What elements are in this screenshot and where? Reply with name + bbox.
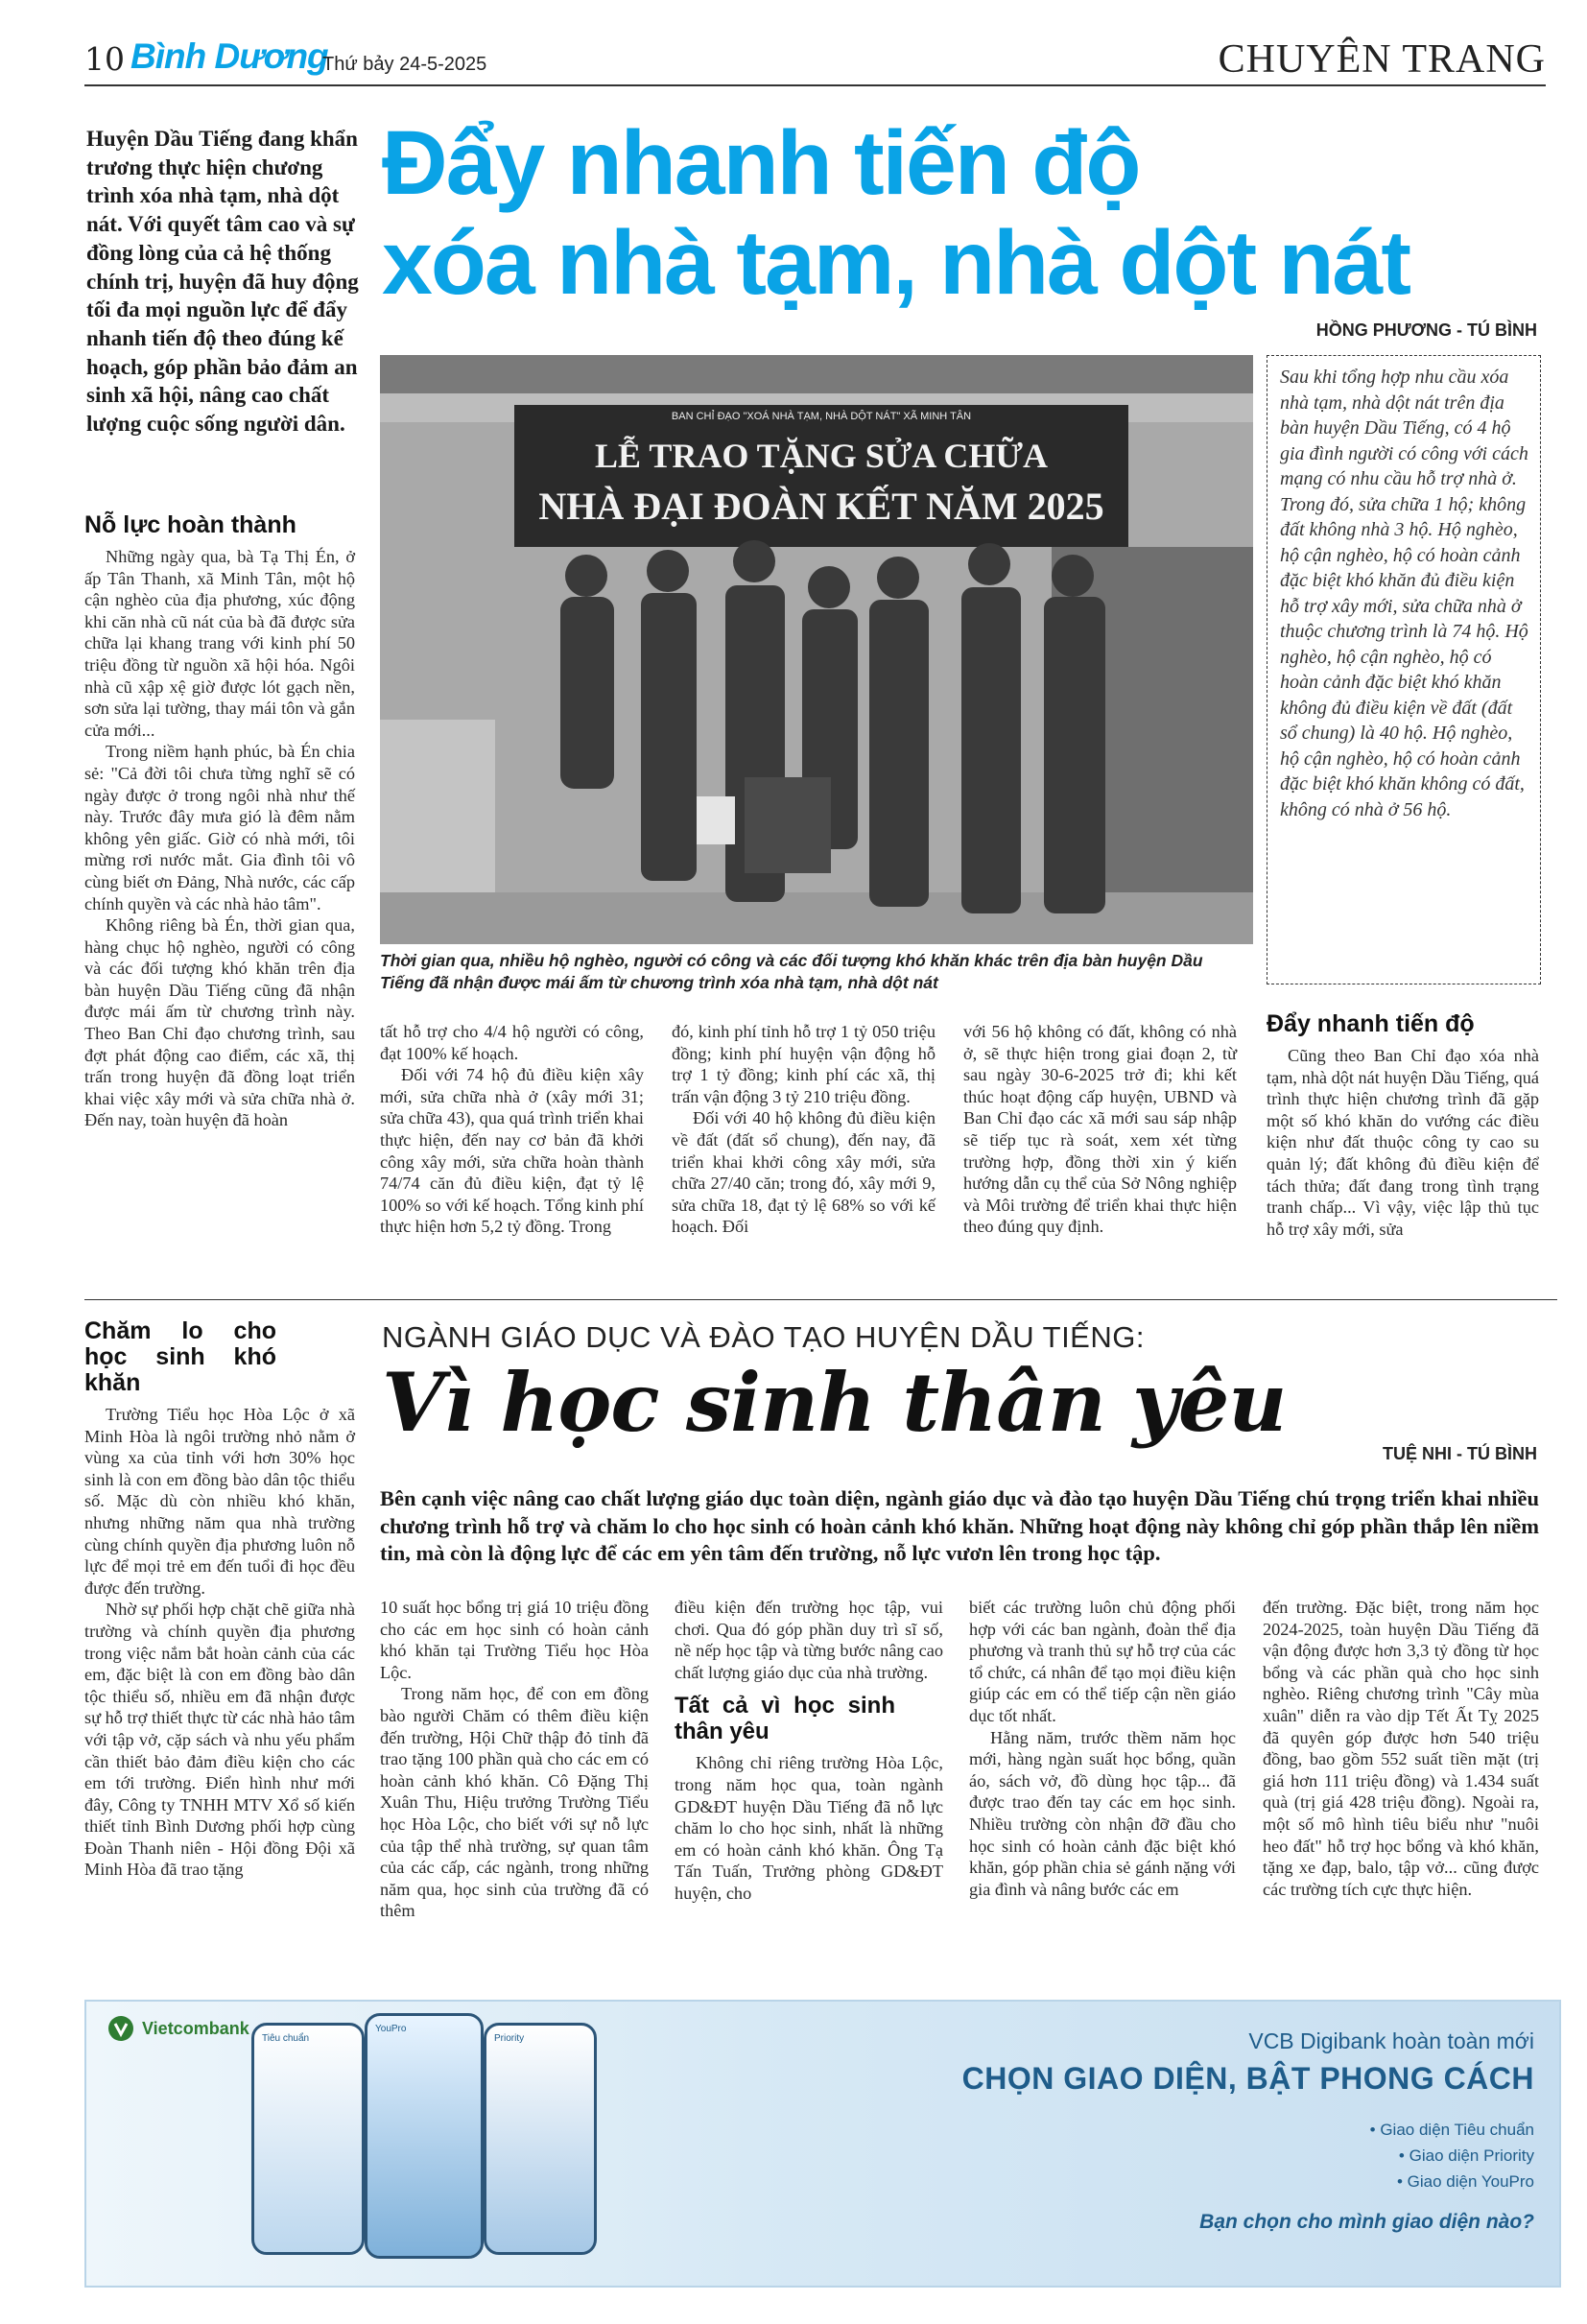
article2-side-col (84, 1313, 355, 1881)
vietcombank-logo (107, 2015, 249, 2042)
phone-mockup-3 (484, 2023, 597, 2255)
article1-lead: Huyện Dầu Tiếng đang khẩn trương thực hiện chương trình xóa nhà tạm, nhà dột nát. Với quyết tâm cao và sự đồng lòng của cả hệ thống chính trị, huyện đã huy động tối đa mọi nguồn lực để đẩy nhanh tiến độ theo đúng kế hoạch, góp phần bảo đảm an sinh xã hội, nâng cao chất lượng cuộc sống người dân. (86, 127, 359, 437)
vietcombank-logo-icon (107, 2015, 134, 2042)
article1-col1 (84, 507, 355, 1131)
paragraph: Không chỉ riêng trường Hòa Lộc, trong năm học qua, toàn ngành GD&ĐT huyện Dầu Tiếng đã nỗ lực chăm lo cho học sinh, nhất là những em có hoàn cảnh khó khăn. Ông Tạ Tấn Tuấn, Trưởng phòng GD&ĐT huyện, cho (675, 1753, 943, 1903)
article1-sidebar-text: Sau khi tổng hợp nhu cầu xóa nhà tạm, nhà dột nát trên địa bàn huyện Dầu Tiếng, có 4 hộ gia đình người có công với cách mạng có nhu cầu hỗ trợ nhà ở. Trong đó, sửa chữa 1 hộ; không đất không nhà 3 hộ. Hộ nghèo, hộ cận nghèo, hộ có hoàn cảnh đặc biệt khó khăn đủ điều kiện hỗ trợ xây mới, sửa chữa nhà ở thuộc chương trình là 74 hộ. Hộ nghèo, hộ cận nghèo, hộ có hoàn cảnh đặc biệt khó khăn không đủ điều kiện về đất (đất sổ chung) là 40 hộ. Hộ nghèo, hộ cận nghèo, hộ có hoàn cảnh đặc biệt khó khăn không có đất, không có nhà ở 56 hộ. (1280, 367, 1528, 820)
article1-photo (380, 355, 1253, 944)
article2-kicker: NGÀNH GIÁO DỤC VÀ ĐÀO TẠO HUYỆN DẦU TIẾNG: (382, 1320, 1145, 1354)
ad-bullet: • Giao diện Priority (1398, 2146, 1534, 2165)
article2-col4 (1263, 1597, 1539, 1900)
article2-col3 (969, 1597, 1236, 1900)
paragraph: Hằng năm, trước thềm năm học mới, hàng ngàn suất học bổng, quần áo, sách vở, đồ dùng học tập... đã được trao đến tay các em học sinh. Nhiều trường còn nhận đỡ đầu cho học sinh có hoàn cảnh đặc biệt khó khăn, góp phần chia sẻ gánh nặng với gia đình và nâng bước các em (969, 1727, 1236, 1899)
banner-line2: NHÀ ĐẠI ĐOÀN KẾT NĂM 2025 (538, 485, 1104, 528)
ad-bullet: • Giao diện YouPro (1396, 2172, 1534, 2191)
paragraph: Không riêng bà Én, thời gian qua, hàng chục hộ nghèo, người có công và các đối tượng khó khăn trên địa bàn huyện Dầu Tiếng cũng đã nhận được mái ấm từ chương trình này. Theo Ban Chỉ đạo chương trình, sau đợt phát động cao điểm, các xã, thị trấn trong huyện đã đồng loạt triển khai việc xây mới và sửa chữa nhà ở. Đến nay, toàn huyện đã hoàn (84, 915, 355, 1130)
article1-title-line1: Đẩy nhanh tiến độ (382, 112, 1140, 214)
article1-col5 (1267, 1006, 1539, 1240)
article1-title (382, 113, 1533, 313)
phone-label: Tiêu chuẩn (262, 2033, 310, 2044)
subheading-day-nhanh: Đẩy nhanh tiến độ (1267, 1010, 1475, 1037)
article1-col3 (672, 1021, 936, 1238)
header-rule (84, 84, 1546, 86)
article2-lead: Bên cạnh việc nâng cao chất lượng giáo dục toàn diện, ngành giáo dục và đào tạo huyện Dầu Tiếng chú trọng triển khai nhiều chương trình hỗ trợ và chăm lo cho học sinh có hoàn cảnh khó khăn. Những hoạt động này không chỉ góp phần thắp lên niềm tin, mà còn là động lực để các em yên tâm đến trường, nỗ lực vươn lên trong học tập. (380, 1486, 1539, 1565)
ad-main-slogan: CHỌN GIAO DIỆN, BẬT PHONG CÁCH (961, 2061, 1534, 2096)
subheading-no-luc: Nỗ lực hoàn thành (84, 511, 296, 538)
phone-mockup-2 (365, 2013, 484, 2259)
paragraph: điều kiện đến trường học tập, vui chơi. Qua đó góp phần duy trì sĩ số, nề nếp học tập và từng bước nâng cao chất lượng giáo dục của nhà trường. (675, 1598, 943, 1682)
paragraph: Những ngày qua, bà Tạ Thị Én, ở ấp Tân Thanh, xã Minh Tân, một hộ cận nghèo của địa phương, xúc động khi căn nhà cũ nát của bà đã được sửa chữa lại khang trang với kinh phí 50 triệu đồng từ nguồn xã hội hóa. Ngôi nhà cũ xập xệ giờ được lót gạch nền, sơn sửa lại tường, thay mái tôn và gắn cửa mới... (84, 547, 355, 740)
banner-line1: LỄ TRAO TẶNG SỬA CHỮA (594, 437, 1049, 475)
phone-label: Priority (494, 2033, 525, 2044)
ad-question: Bạn chọn cho mình giao diện nào? (1199, 2211, 1534, 2233)
paragraph: với 56 hộ không có đất, không có nhà ở, sẽ thực hiện trong giai đoạn 2, từ sau ngày 30-6-2025 trở đi; khi kết thúc hoạt động cấp huyện, UBND và Ban Chỉ đạo các xã mới sau sáp nhập sẽ tiếp tục rà soát, xem xét từng trường hợp, đồng thời xin ý kiến hướng dẫn cụ thể của Sở Nông nghiệp và Môi trường để triển khai thực hiện theo đúng quy định. (963, 1022, 1237, 1237)
brand-name: Vietcombank (142, 2018, 249, 2038)
paragraph: Đối với 40 hộ không đủ điều kiện về đất (đất sổ chung), đến nay, đã triển khai khởi công xây mới, sửa chữa 27/40 căn; trong đó, xây mới 9, sửa chữa 18, đạt tỷ lệ 68% so với kế hoạch. Đối (672, 1108, 936, 1237)
paragraph: biết các trường luôn chủ động phối hợp với các ban ngành, đoàn thể địa phương và tranh thủ sự hỗ trợ của các tổ chức, cá nhân để tạo mọi điều kiện giúp các em có thể tiếp cận nền giáo dục tốt nhất. (969, 1598, 1236, 1725)
article2-col1 (380, 1597, 649, 1922)
paragraph: Trong năm học, để con em đồng bào người Chăm có thêm điều kiện đến trường, Hội Chữ thập đỏ tỉnh đã trao tặng 100 phần quà cho các em có hoàn cảnh khó khăn. Cô Đặng Thị Xuân Thu, Hiệu trưởng Trường Tiểu học Hòa Lộc, cho biết với sự nỗ lực của tập thể nhà trường, sự quan tâm của các cấp, các ngành, trong những năm qua, học sinh của trường đã có thêm (380, 1684, 649, 1921)
ad-headline: VCB Digibank hoàn toàn mới (1248, 2028, 1534, 2053)
paragraph: Trường Tiểu học Hòa Lộc ở xã Minh Hòa là ngôi trường nhỏ nằm ở vùng xa của tỉnh với hơn 30% học sinh là con em đồng bào dân tộc thiểu số. Mặc dù còn nhiều khó khăn, nhưng những năm qua nhà trường cùng chính quyền địa phương luôn nỗ lực để mọi trẻ em đến tuổi đi học đều được đến trường. (84, 1405, 355, 1598)
paragraph: Trong niềm hạnh phúc, bà Én chia sẻ: "Cả đời tôi chưa từng nghĩ sẽ có ngày được ở trong ngôi nhà như thế này. Trước đây mưa gió là đêm nằm không yên giấc. Giờ có nhà mới, tôi mừng rơi nước mắt. Gia đình tôi vô cùng biết ơn Đảng, Nhà nước, các cấp chính quyền và các nhà hảo tâm". (84, 742, 355, 913)
paragraph: Cũng theo Ban Chỉ đạo xóa nhà tạm, nhà dột nát huyện Dầu Tiếng, quá trình thực hiện chương trình đã gặp một số khó khăn do vướng các điều kiện như đất thuộc công ty cao su quản lý; đất không đủ điều kiện để tách thửa; đất đang trong tình trạng tranh chấp... Vì vậy, việc lập thủ tục hỗ trợ xây mới, sửa (1267, 1046, 1539, 1239)
page-header (84, 36, 1546, 81)
article2-byline: TUỆ NHI - TÚ BÌNH (1383, 1444, 1537, 1463)
phone-label: YouPro (375, 2024, 407, 2034)
article1-col4 (963, 1021, 1237, 1238)
section-name: CHUYÊN TRANG (1218, 37, 1546, 82)
article-separator (84, 1299, 1557, 1300)
ad-bullet: • Giao diện Tiêu chuẩn (1369, 2121, 1534, 2139)
subheading-tat-ca: Tất cả vì học sinh thân yêu (675, 1693, 895, 1745)
paragraph: Đối với 74 hộ đủ điều kiện xây mới, sửa chữa nhà ở (xây mới 31; sửa chữa 43), qua quá trình triển khai thực hiện, đến nay cơ bản đã khởi công xây mới, sửa chữa hoàn thành 74/74 căn đủ điều kiện, đạt tỷ lệ 100% so với kế hoạch. Tổng kinh phí thực hiện hơn 5,2 tỷ đồng. Trong (380, 1065, 644, 1237)
paragraph: tất hỗ trợ cho 4/4 hộ người có công, đạt 100% kế hoạch. (380, 1022, 644, 1063)
article2-title: Vì học sinh thân yêu (382, 1355, 1287, 1450)
phone-mockup-1 (251, 2023, 365, 2255)
paper-name-logo: Bình Dương (130, 36, 328, 76)
ad-bullets (1370, 2117, 1534, 2194)
paragraph: đến trường. Đặc biệt, trong năm học 2024-2025, toàn huyện Dầu Tiếng đã vận động được hơn 3,3 tỷ đồng từ học bổng và các phần quà cho học sinh nghèo. Riêng chương trình "Cây mùa xuân" diễn ra vào dịp Tết Ất Tỵ 2025 đã quyên góp được hơn 540 triệu đồng, bao gồm 552 suất tiền mặt (trị giá hơn 111 triệu đồng) và 1.434 suất quà (trị giá 428 triệu đồng). Ngoài ra, một số mô hình tiêu biểu như "nuôi heo đất" hỗ trợ học bổng và khó khăn, tặng xe đạp, balo, tập vở... cũng được các trường tích cực thực hiện. (1263, 1598, 1539, 1899)
issue-date: Thứ bảy 24-5-2025 (322, 54, 487, 75)
article1-col2 (380, 1021, 644, 1238)
paragraph: 10 suất học bổng trị giá 10 triệu đồng cho các em học sinh có hoàn cảnh khó khăn tại Trường Tiểu học Hòa Lộc. (380, 1598, 649, 1682)
page-number: 10 (84, 40, 125, 78)
vietcombank-ad[interactable] (84, 2000, 1561, 2288)
article2-col2 (675, 1597, 943, 1905)
subheading-cham-lo: Chăm lo cho học sinh khó khăn (84, 1317, 276, 1396)
article1-byline: HỒNG PHƯƠNG - TÚ BÌNH (1315, 320, 1537, 340)
banner-small-text: BAN CHỈ ĐẠO "XOÁ NHÀ TẠM, NHÀ DỘT NÁT" XÃ MINH TÂN (671, 411, 972, 422)
article1-title-line2: xóa nhà tạm, nhà dột nát (382, 212, 1409, 314)
paragraph: Nhờ sự phối hợp chặt chẽ giữa nhà trường và chính quyền địa phương trong việc nắm bắt hoàn cảnh của các em, đặc biệt là con em đồng bào dân tộc thiểu số, nhiều em đã nhận được sự hỗ trợ thiết thực từ các nhà hảo tâm với tập vở, cặp sách và nhu yếu phẩm cần thiết bảo đảm điều kiện cho các em tới trường. Điển hình như mới đây, Công ty TNHH MTV Xổ số kiến thiết tỉnh Bình Dương phối hợp cùng Đoàn Thanh niên - Hội đồng Đội xã Minh Hòa đã trao tặng (84, 1600, 355, 1880)
paragraph: đó, kinh phí tỉnh hỗ trợ 1 tỷ 050 triệu đồng; kinh phí huyện vận động hỗ trợ 1 tỷ đồng; kinh phí các xã, thị trấn vận động 3 tỷ 210 triệu đồng. (672, 1022, 936, 1106)
photo-caption: Thời gian qua, nhiều hộ nghèo, người có công và các đối tượng khó khăn khác trên địa bàn huyện Dầu Tiếng đã nhận được mái ấm từ chương trình xóa nhà tạm, nhà dột nát (380, 951, 1203, 992)
